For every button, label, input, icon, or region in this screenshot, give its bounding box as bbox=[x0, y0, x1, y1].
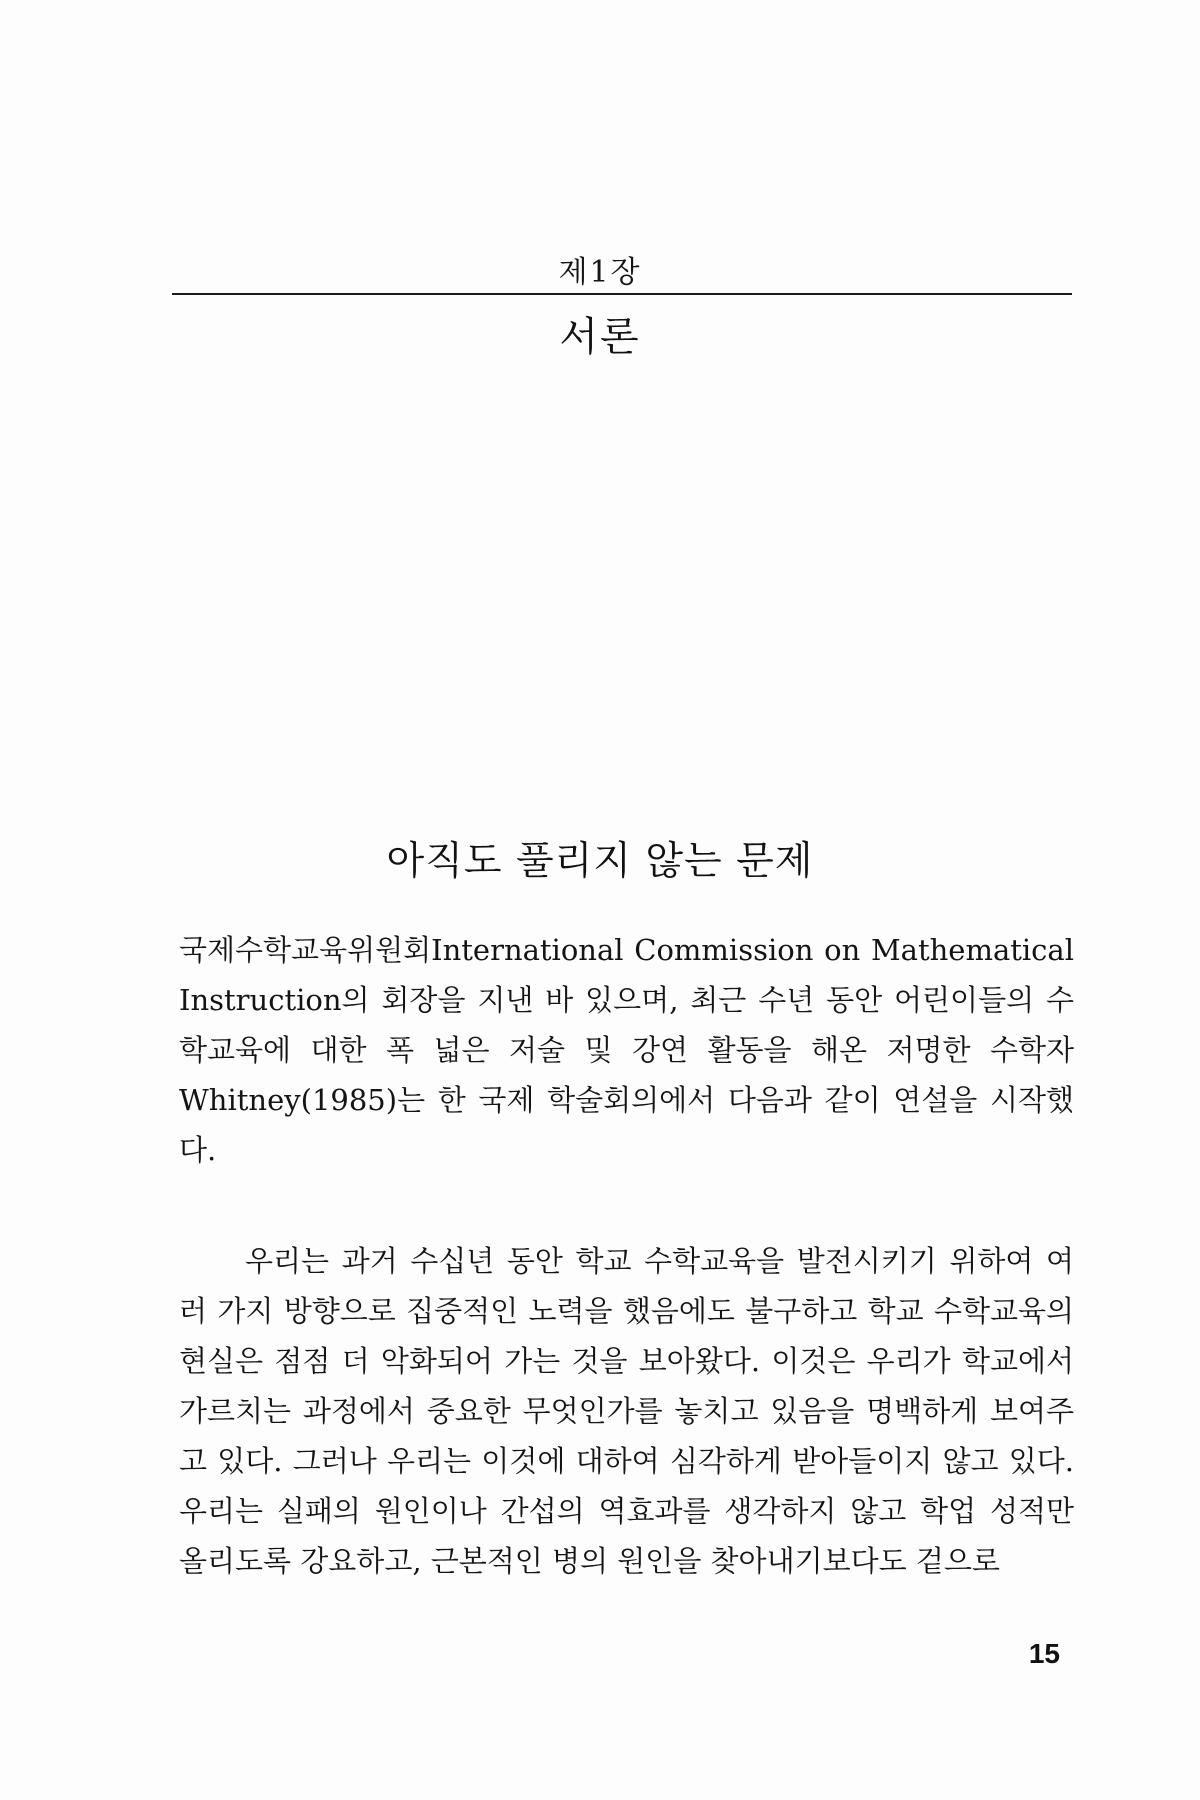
page-number: 15 bbox=[1028, 1638, 1060, 1669]
intro-paragraph: 국제수학교육위원회International Commission on Mathematical Instruction의 회장을 지낸 바 있으며, 최근 수년 동안 어린이들의 수학교육에 대한 폭 넓은 저술 및 강연 활동을 해온 저명한 수학자 Whitney(1985)는 한 국제 학술회의에서 다음과 같이 연설을 시작했다. bbox=[179, 933, 1074, 1167]
chapter-title: 서론 bbox=[559, 314, 641, 360]
chapter-label: 제1장 bbox=[558, 255, 642, 290]
section-heading: 아직도 풀리지 않는 문제 bbox=[386, 839, 814, 884]
chapter-divider bbox=[172, 293, 1072, 295]
quoted-paragraph: 우리는 과거 수십년 동안 학교 수학교육을 발전시키기 위하여 여러 가지 방향으로 집중적인 노력을 했음에도 불구하고 학교 수학교육의 현실은 점점 더 악화되어 가는 것을 보아왔다. 이것은 우리가 학교에서 가르치는 과정에서 중요한 무엇인가를 놓치고 있음을 명백하게 보여주고 있다. 그러나 우리는 이것에 대하여 심각하게 받아들이지 않고 있다. 우리는 실패의 원인이나 간섭의 역효과를 생각하지 않고 학업 성적만 올리도록 강요하고, 근본적인 병의 원인을 찾아내기보다도 겉으로 bbox=[179, 1244, 1074, 1578]
